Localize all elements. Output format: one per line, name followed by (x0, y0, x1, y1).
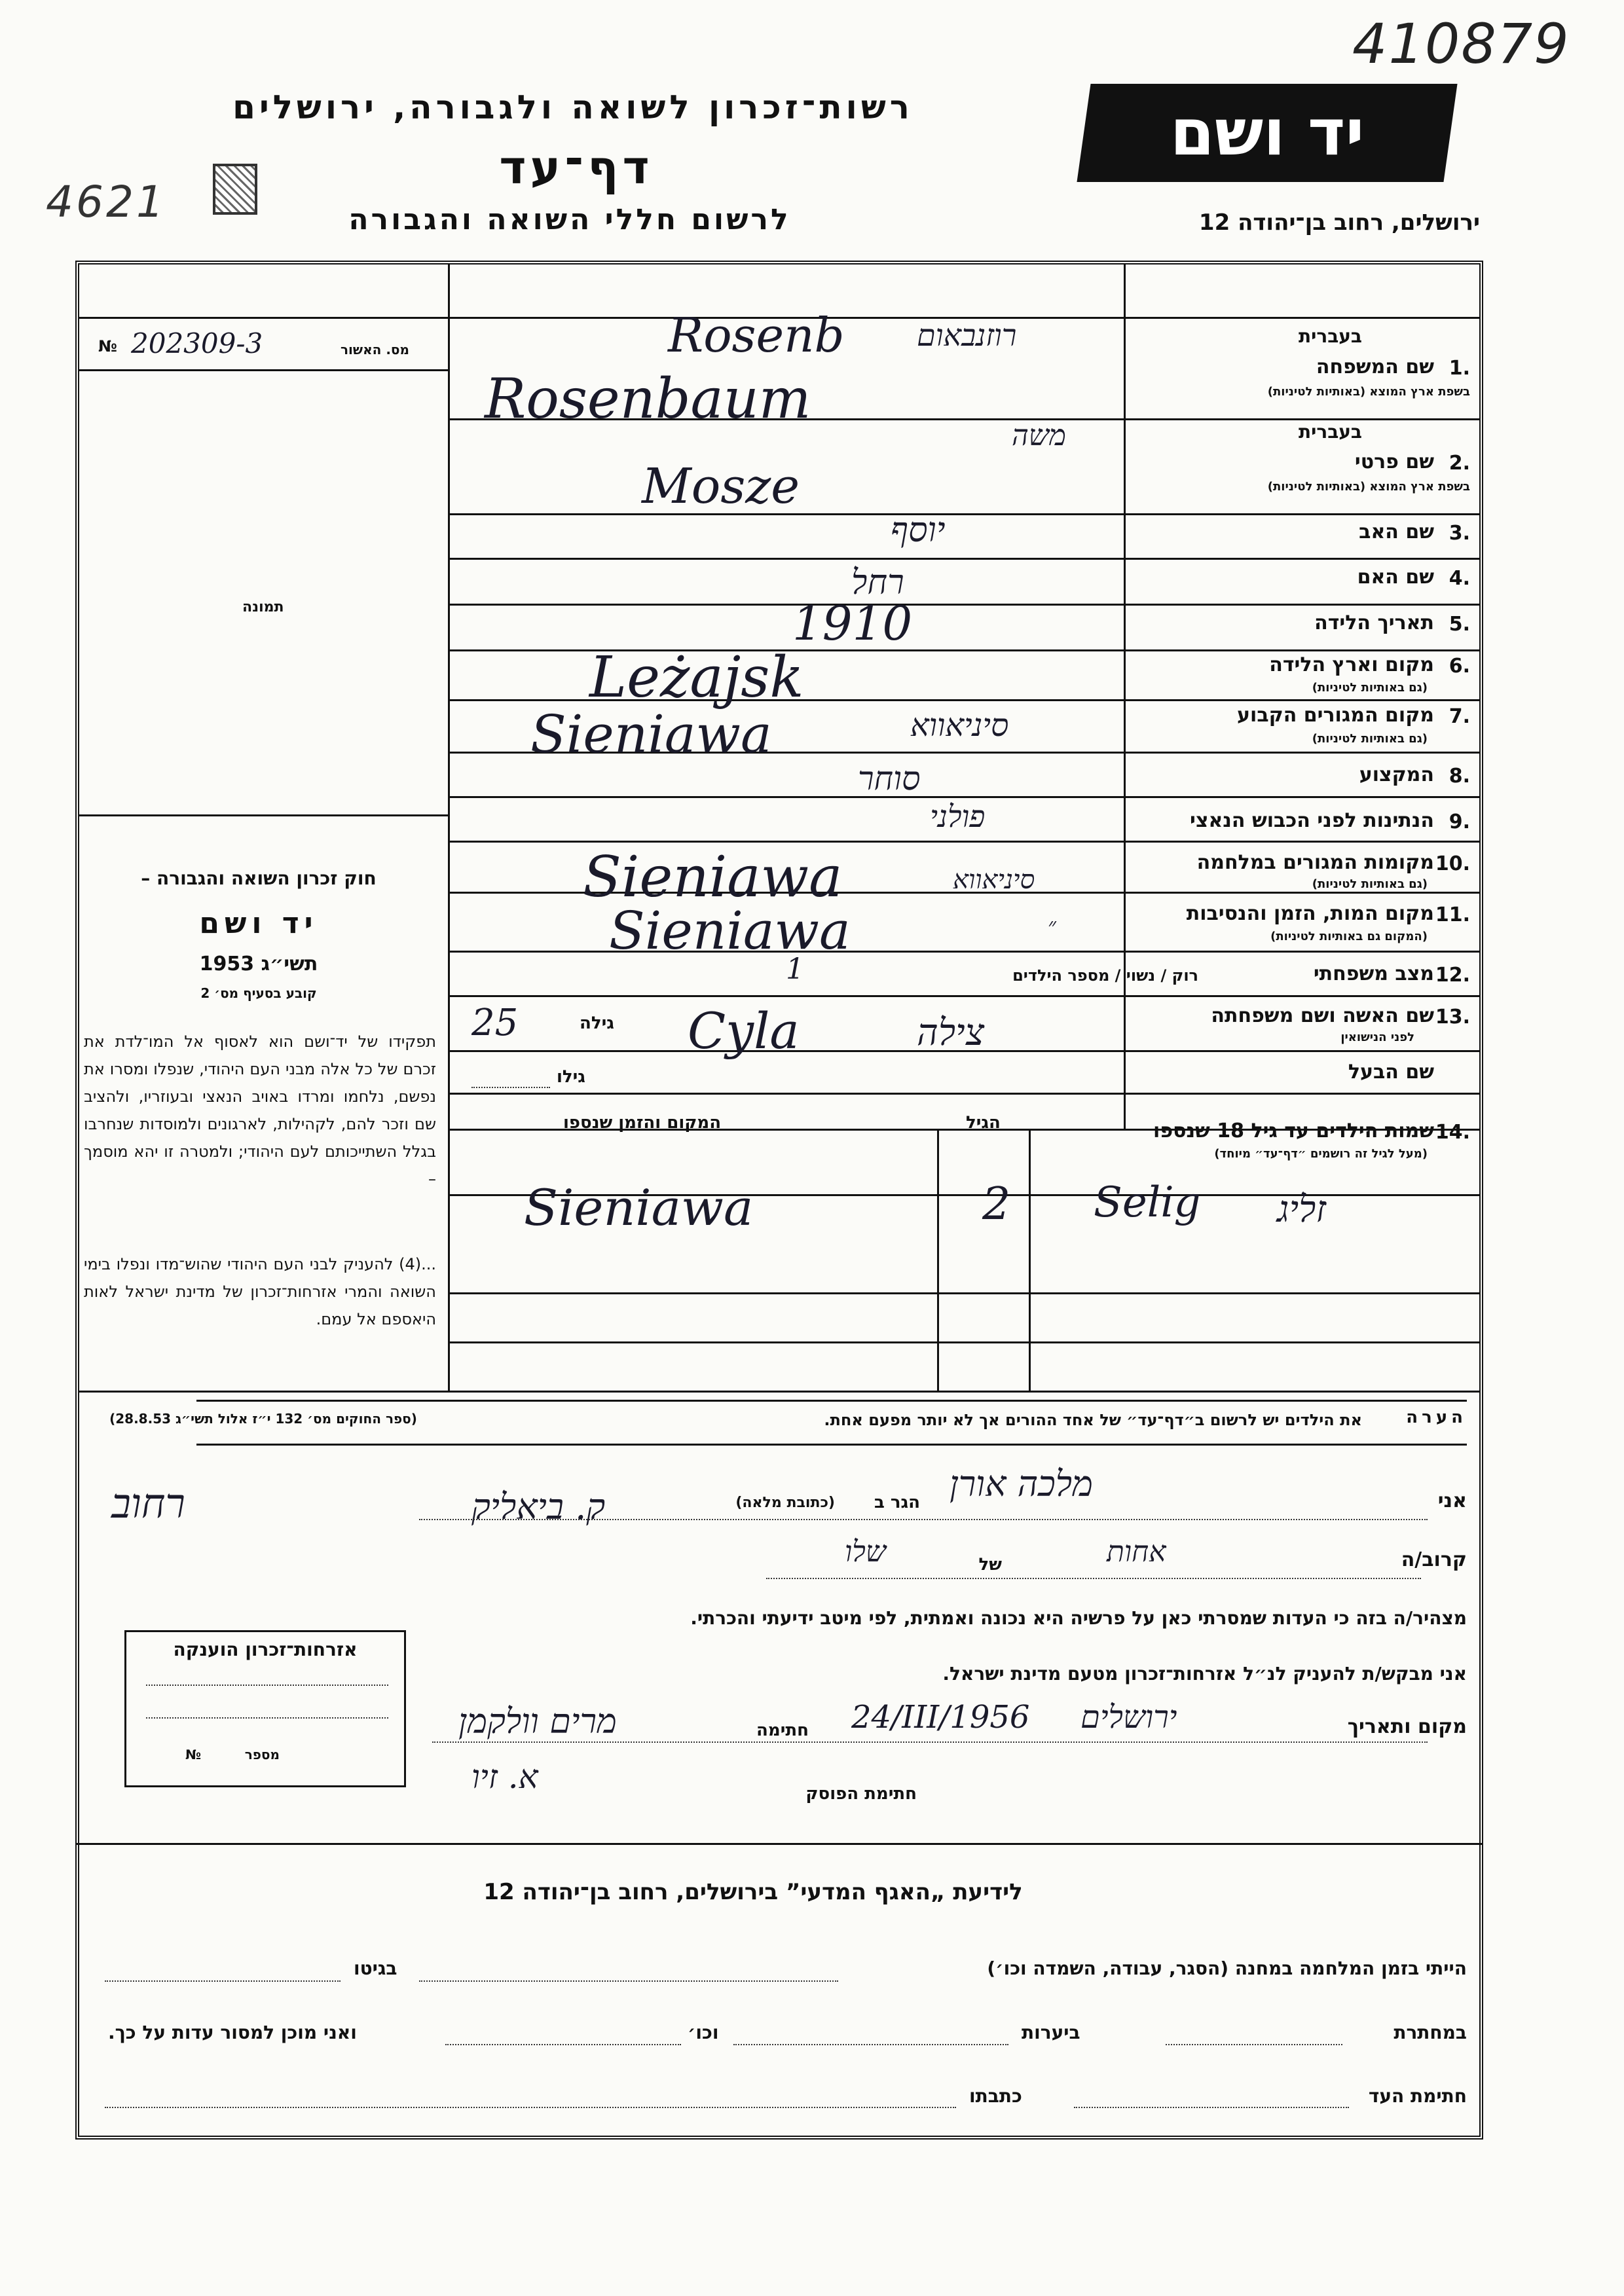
relation-entry: אחות (1107, 1535, 1166, 1569)
row-13-number: 13. (1435, 1006, 1470, 1029)
footer-title: לידיעת „האגף המדעי” בירושלים, רחוב בן־יהודה 12 (483, 1879, 1023, 1905)
child-age-entry: 2 (982, 1178, 1011, 1230)
remark-label: הערה (1406, 1408, 1467, 1427)
children-place-header: המקום והזמן שנספו (563, 1113, 722, 1133)
mother-name-entry: רחל (851, 563, 904, 602)
footer-underground-label: במחתרת (1393, 2022, 1467, 2043)
first-name-hebrew-entry: משה (1012, 419, 1067, 452)
law-year: תשי״ג 1953 (199, 953, 318, 975)
footer-address-label: כתבתו (969, 2085, 1022, 2107)
witness-name-entry: מלכה אורן (950, 1463, 1093, 1504)
row-14-number: 14. (1435, 1121, 1470, 1144)
row-2-note: בשפת ארץ המוצא (באותיות לטיניות) (1267, 480, 1470, 494)
photo-label: תמונה (242, 599, 284, 615)
birth-place-entry: Leżajsk (589, 645, 804, 710)
row-6-label: מקום וארץ הלידה (1269, 653, 1434, 676)
row-7-note: (גם באותיות לטיניות) (1312, 732, 1428, 746)
row-5-number: 5. (1449, 613, 1470, 636)
row-9-label: הנתינות לפני הכבוש הנאצי (1190, 809, 1434, 832)
row-5-label: תאריך הלידה (1314, 611, 1434, 634)
row-11-note: (המקום גם באותיות לטיניות) (1270, 930, 1428, 943)
row-13-label: שם האשה ושם משפחתה (1211, 1004, 1434, 1027)
declaration-statement: מצהיר/ה בזה כי העדות שמסרתי כאן על פרשיה היא נכונה ואמתית, לפי מיטב ידיעתי והכרתי. (690, 1607, 1467, 1629)
row-11-number: 11. (1435, 903, 1470, 926)
declaration-i-label: אני (1437, 1489, 1467, 1512)
children-age-header: הגיל (966, 1113, 1001, 1133)
row-8-number: 8. (1449, 765, 1470, 788)
war-residence-entry: Sieniawa (583, 845, 843, 910)
witness-signature: מרים וולקמן (458, 1702, 617, 1741)
photo-separator (79, 814, 448, 816)
approval-number-label: מס. האשור (341, 342, 409, 357)
nationality-entry: פולני (930, 799, 986, 834)
row-2-label: שם פרטי (1354, 450, 1434, 473)
wife-age-entry: 25 (471, 1002, 519, 1044)
approval-separator (79, 369, 448, 371)
row-9-number: 9. (1449, 811, 1470, 833)
row-2-hebrew-note: בעברית (1298, 421, 1362, 443)
form-title: דף־עד (499, 141, 654, 194)
officer-signature-label: חתימת הפוסק (805, 1784, 917, 1804)
approval-number-prefix: № (98, 337, 117, 355)
husband-label: שם הבעל (1348, 1061, 1434, 1084)
row-8-label: המקצוע (1359, 763, 1434, 786)
wife-age-label: גילה (580, 1013, 614, 1033)
yad-vashem-logo (1084, 84, 1450, 182)
law-separator (79, 1391, 1479, 1393)
approval-number-value: 202309-3 (131, 327, 263, 359)
remark-bottom-line (196, 1444, 1467, 1446)
birth-date-entry: 1910 (792, 596, 913, 651)
row-2-number: 2. (1449, 452, 1470, 475)
officer-signature: א. זיו (471, 1758, 538, 1796)
surname-top-entry: Rosenb (668, 308, 845, 363)
father-name-entry: יוסף (891, 511, 946, 550)
child-death-place-entry: Sieniawa (524, 1178, 754, 1237)
row-10-note: (גם באותיות לטיניות) (1312, 877, 1428, 891)
date-entry: 24/III/1956 (851, 1699, 1030, 1736)
address-street-entry: רחוב (111, 1480, 185, 1527)
law-source: (ספר החוקים מס׳ 132 י״ז אלול תשי״ג 28.8.53) (109, 1411, 417, 1427)
row-12-number: 12. (1435, 964, 1470, 987)
remark-text: את הילדים יש לרשום ב״דף־עד״ של אחד ההורים אך לא יותר מפעם אחת. (824, 1411, 1362, 1429)
occupation-entry: סוחר (858, 759, 921, 797)
footer-witness-signature-label: חתימת העד (1368, 2085, 1467, 2107)
wife-name-hebrew-entry: צילה (917, 1011, 985, 1054)
witness-address-entry: ק. ביאליק (471, 1486, 606, 1527)
row-1-hebrew-note: בעברית (1298, 325, 1362, 347)
relation-of-entry: שלו (845, 1535, 886, 1569)
row-13-note: לפני הנישואין (1340, 1030, 1414, 1044)
row-11-label: מקום המות, הזמן והנסיבות (1186, 902, 1434, 925)
relative-label: קרוב/ה (1401, 1548, 1467, 1571)
citizenship-box-title: אזרחות־זכרון הוענקה (173, 1639, 358, 1660)
certificate-number-label: מספר (244, 1747, 280, 1762)
logo-text: יד ושם (1170, 96, 1365, 170)
row-10-number: 10. (1435, 852, 1470, 875)
row-10-label: מקומות המגורים במלחמה (1196, 851, 1434, 874)
row-1-note: בשפת ארץ המוצא (באותיות לטיניות) (1267, 385, 1470, 399)
law-clause: קובע בסעיף מס׳ 2 (200, 985, 317, 1001)
surname-latin-entry: Rosenbaum (485, 367, 811, 431)
row-12-label: מצב משפחתי (1313, 962, 1434, 985)
row-4-label: שם האם (1357, 566, 1434, 589)
row-7-label: מקום המגורים הקבוע (1237, 704, 1434, 727)
war-residence-hebrew-entry: סיניאווא (953, 865, 1035, 895)
place-date-label: מקום ותאריך (1347, 1715, 1467, 1738)
row-6-note: (גם באותיות לטיניות) (1312, 681, 1428, 695)
citizenship-granted-box (124, 1630, 406, 1787)
row-3-number: 3. (1449, 522, 1470, 545)
row-3-label: שם האב (1359, 520, 1434, 543)
footer-etc-label: וכו׳ (688, 2022, 719, 2043)
declaration-request: אני מבקש/ת להעניק לנ״ל אזרחות־זכרון מטעם מדינת ישראל. (942, 1663, 1467, 1685)
form-subtitle: לרשום חללי השואה והגבורה (348, 203, 791, 236)
label-column-divider (1124, 264, 1126, 1129)
archive-number: 410879 (1352, 12, 1570, 76)
child-name-entry: Selig (1094, 1178, 1201, 1227)
authority-name: רשות־זכרון לשואה ולגבורה, ירושלים (232, 88, 913, 126)
child-name-hebrew-entry: זליג (1277, 1188, 1326, 1231)
law-title: חוק זכרון השואה והגבורה – (141, 867, 377, 889)
husband-age-label: גילו (557, 1067, 585, 1087)
stamp-mark (213, 164, 257, 215)
declaration-residing-label: הגר ב (874, 1493, 920, 1512)
declaration-address-label: (כתובת מלאה) (735, 1495, 835, 1511)
remark-top-line (196, 1400, 1467, 1402)
row-1-label: שם המשפחה (1316, 355, 1434, 378)
footer-camp-label: הייתי בזמן המלחמה במחנה (הסגר, עבודה, השמדה וכו׳) (987, 1958, 1467, 1979)
left-column-divider (448, 264, 450, 1391)
row-7-number: 7. (1449, 705, 1470, 728)
marital-status-entry: 1 (786, 953, 804, 986)
certificate-number-prefix: № (185, 1747, 202, 1762)
signature-label: חתימה (756, 1721, 809, 1740)
residence-entry: Sieniawa (530, 704, 772, 765)
institution-address: ירושלים, רחוב בן־יהודה 12 (1198, 210, 1480, 236)
footer-forest-label: ביערות (1022, 2022, 1080, 2043)
row-12-note: רוק / נשוי / מספר הילדים (1012, 966, 1198, 985)
law-text-paragraph-2: ...(4) להעניק לבני העם היהודי שהוש־מדו ונפלו בימי השואה והמרי אזרחות־זכרון של מדינת ישראל לאות היאספם אל עמם. (84, 1255, 436, 1328)
footer-testimony-text: ואני מוכן למסור עדות על כך. (108, 2022, 357, 2043)
row-6-number: 6. (1449, 655, 1470, 678)
law-name: יד ושם (199, 907, 318, 940)
row-14-note: (מעל לגיל זה רושמים ״דף־עד״ מיוחד) (1214, 1147, 1428, 1161)
death-ditto-mark: ״ (1048, 913, 1056, 939)
surname-hebrew-entry: רוזנבאום (917, 318, 1017, 353)
footer-ghetto-label: בגיטו (354, 1958, 397, 1979)
footer-separator (75, 1843, 1483, 1845)
place-entry: ירושלים (1080, 1699, 1177, 1736)
relation-of-label: של (978, 1555, 1002, 1575)
file-number: 4621 (46, 177, 166, 227)
wife-name-entry: Cyla (688, 1002, 800, 1060)
death-place-entry: Sieniawa (609, 900, 851, 961)
row-1-number: 1. (1449, 357, 1470, 380)
row-14-label: שמות הילדים עד גיל 18 שנספו (1153, 1120, 1434, 1142)
residence-hebrew-entry: סיניאווא (910, 707, 1009, 744)
form-frame (75, 261, 1483, 2140)
law-text-paragraph-1: תפקידו של יד־ושם הוא לאסוף אל המו־לדת את זכרם של כל אלה מבני העם היהודי, שנפלו ומסרו את נפשם, נלחמו ומרדו באויב הנאצי ובעוזריו, ולהציב שם וזכר להם, לקהילות, לארגונים ולמוסדות שנחרבו בגלל השתייכותם לעם היהודי; ולמטרה זו יהא מוסמך – (84, 1032, 436, 1188)
row-4-number: 4. (1449, 567, 1470, 590)
first-name-latin-entry: Mosze (642, 458, 800, 515)
